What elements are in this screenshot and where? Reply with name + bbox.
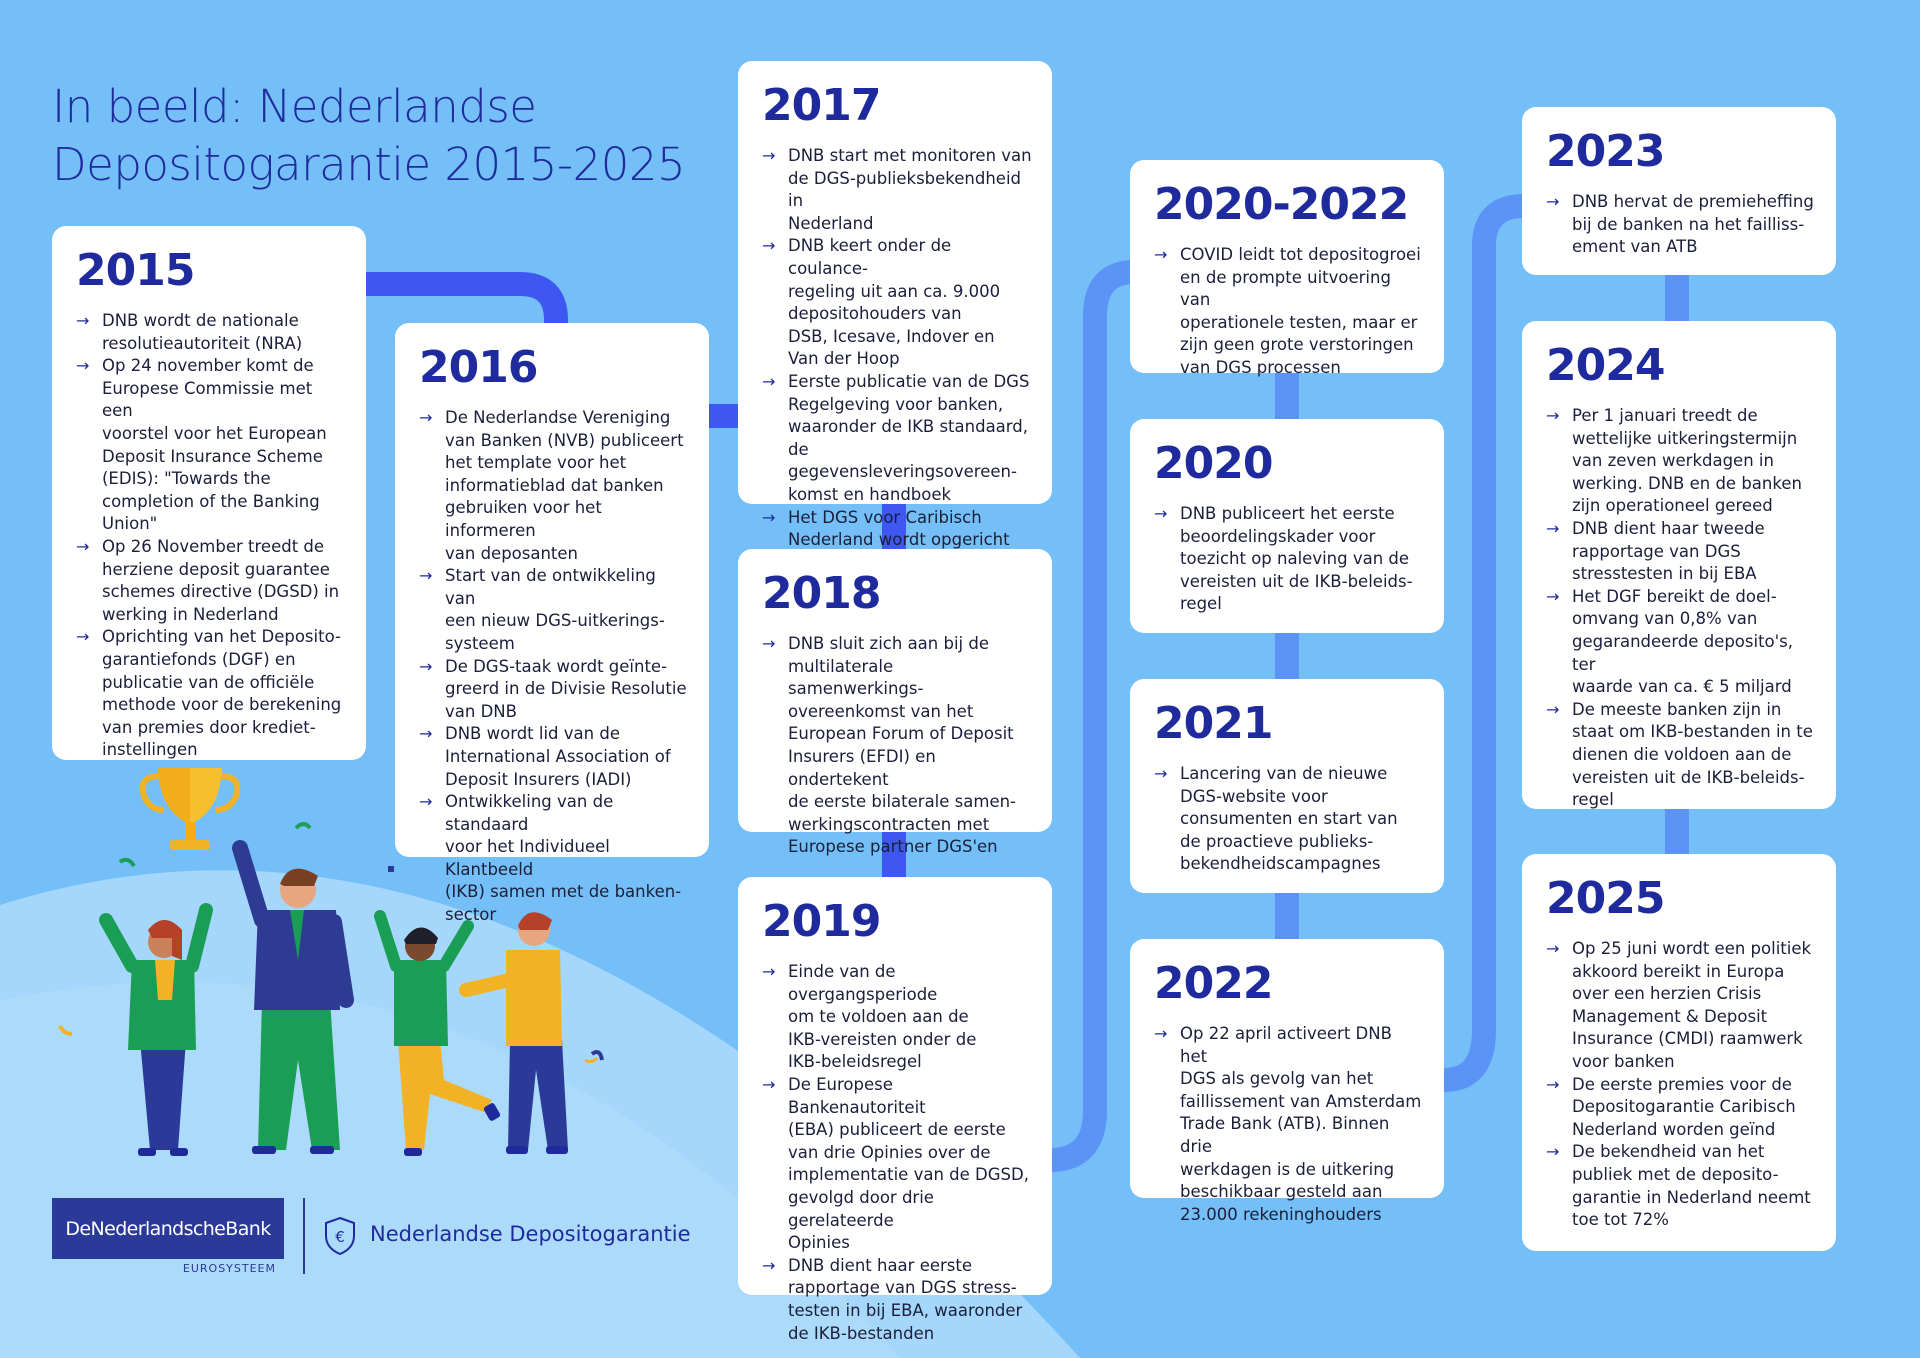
item-text: Ontwikkeling van de standaard voor het Individueel Klantbeeld (IKB) samen met de banken- sector <box>445 792 682 925</box>
arrow-right-icon: → <box>419 408 433 427</box>
item-text: DNB dient haar tweede rapportage van DGS stresstesten in bij EBA <box>1572 518 1765 584</box>
arrow-right-icon: → <box>762 1255 776 1275</box>
arrow-right-icon: → <box>762 1074 776 1094</box>
arrow-right-icon: → <box>1546 192 1560 211</box>
list-item <box>1546 699 1816 812</box>
list-item <box>419 565 689 655</box>
list-item <box>1154 503 1424 616</box>
list-item <box>1546 938 1816 1074</box>
arrow-right-icon: → <box>1154 1024 1168 1043</box>
list-item <box>1546 586 1816 699</box>
arrow-right-icon: → <box>762 507 776 527</box>
svg-text:€: € <box>335 1228 345 1246</box>
arrow-right-icon: → <box>419 724 433 744</box>
timeline-card-2024 <box>1522 321 1836 809</box>
arrow-right-icon: → <box>1154 504 1168 523</box>
list-item <box>1154 244 1424 380</box>
arrow-right-icon: → <box>1546 406 1560 425</box>
item-text: Start van de ontwikkeling van een nieuw DGS-uitkerings- systeem <box>445 566 665 653</box>
item-text: Het DGF bereikt de doel- omvang van 0,8% van gegarandeerde deposito's, ter waarde van ca. € 5 miljard <box>1572 586 1794 697</box>
item-text: DNB start met monitoren van de DGS-publieksbekendheid in Nederland <box>788 146 1032 233</box>
item-text: Lancering van de nieuwe DGS-website voor consumenten en start van de proactieve publieks- bekendheidscampagnes <box>1180 764 1398 874</box>
card-year: 2015 <box>76 245 195 296</box>
connector-2022-2023 <box>1444 206 1524 1080</box>
card-year: 2022 <box>1154 958 1273 1009</box>
card-item-list <box>1154 244 1424 380</box>
arrow-right-icon: → <box>1546 1142 1560 1162</box>
list-item <box>762 1074 1032 1255</box>
list-item <box>76 310 346 355</box>
item-text: Eerste publicatie van de DGS Regelgeving voor banken, waaronder de IKB standaard, de gegevensleveringsovereen- komst en handboek <box>788 371 1030 504</box>
list-item <box>1546 518 1816 586</box>
connector-col5-b <box>1665 808 1689 858</box>
list-item <box>1546 1141 1816 1231</box>
arrow-right-icon: → <box>76 627 90 647</box>
item-text: Oprichting van het Deposito- garantiefonds (DGF) en publicatie van de officiële methode voor de berekening van premies door krediet- instellingen <box>102 627 342 760</box>
list-item <box>1546 405 1816 518</box>
page-title <box>52 78 692 194</box>
list-item <box>76 536 346 626</box>
connector-col4-b <box>1275 632 1299 682</box>
item-text: De Nederlandse Vereniging van Banken (NVB) publiceert het template voor het informatieblad dat banken gebruiken voor het informeren van deposanten <box>445 408 684 563</box>
card-year: 2018 <box>762 568 881 619</box>
item-text: DNB wordt lid van de International Association of Deposit Insurers (IADI) <box>445 724 671 789</box>
timeline-card-2015 <box>52 226 366 760</box>
arrow-right-icon: → <box>762 146 776 165</box>
arrow-right-icon: → <box>762 962 776 981</box>
arrow-right-icon: → <box>76 311 90 330</box>
arrow-right-icon: → <box>76 536 90 556</box>
arrow-right-icon: → <box>1546 1074 1560 1094</box>
timeline-card-2023 <box>1522 107 1836 275</box>
card-year: 2020-2022 <box>1154 179 1409 230</box>
item-text: Op 26 November treedt de herziene deposit guarantee schemes directive (DGSD) in werking in Nederland <box>102 536 340 624</box>
arrow-right-icon: → <box>419 656 433 676</box>
shield-euro-icon <box>322 1216 358 1256</box>
item-text: COVID leidt tot depositogroei en de prompte uitvoering van operationele testen, maar er zijn geen grote verstoringen van DGS processen <box>1180 245 1421 377</box>
connector-col4-c <box>1275 892 1299 942</box>
card-year: 2021 <box>1154 698 1273 749</box>
card-item-list <box>76 310 346 762</box>
timeline-card-2021 <box>1130 679 1444 893</box>
item-text: DNB publiceert het eerste beoordelingskader voor toezicht op naleving van de vereisten uit de IKB-beleids- regel <box>1180 504 1413 614</box>
card-item-list <box>1546 405 1816 812</box>
arrow-right-icon: → <box>419 792 433 812</box>
list-item <box>1154 763 1424 876</box>
card-year: 2017 <box>762 80 881 131</box>
list-item <box>419 723 689 791</box>
card-year: 2016 <box>419 342 538 393</box>
card-item-list <box>762 961 1032 1345</box>
card-item-list <box>1154 763 1424 876</box>
item-text: De bekendheid van het publiek met de deposito- garantie in Nederland neemt toe tot 72% <box>1572 1142 1811 1230</box>
item-text: Op 22 april activeert DNB het DGS als gevolg van het faillissement van Amsterdam Trade Bank (ATB). Binnen drie werkdagen is de uitkering beschikbaar gesteld aan 23.000 rekeninghouders <box>1180 1024 1422 1224</box>
list-item <box>1546 1074 1816 1142</box>
item-text: De meeste banken zijn in staat om IKB-bestanden in te dienen die voldoen aan de vereisten uit de IKB-beleids- regel <box>1572 699 1813 810</box>
card-item-list <box>1154 503 1424 616</box>
card-item-list <box>1546 938 1816 1232</box>
arrow-right-icon: → <box>1546 518 1560 538</box>
arrow-right-icon: → <box>1154 245 1168 264</box>
list-item <box>762 145 1032 235</box>
timeline-card-2017 <box>738 61 1052 550</box>
card-year: 2019 <box>762 896 881 947</box>
timeline-card-2019 <box>738 877 1052 1343</box>
ndg-name: Nederlandse Depositogarantie <box>370 1222 691 1246</box>
timeline-card-2018 <box>738 549 1052 857</box>
list-item <box>762 633 1032 859</box>
list-item <box>76 626 346 762</box>
list-item <box>1154 1023 1424 1226</box>
timeline-card-2022 <box>1130 939 1444 1224</box>
timeline-card-2020 <box>1130 419 1444 633</box>
item-text: Per 1 januari treedt de wettelijke uitkeringstermijn van zeven werkdagen in werking. DNB en de banken zijn operationeel gereed <box>1572 406 1802 516</box>
page-title-line-2: Depositogarantie 2015-2025 <box>52 138 686 191</box>
arrow-right-icon: → <box>762 371 776 391</box>
card-item-list <box>762 633 1032 859</box>
item-text: De Europese Bankenautoriteit (EBA) publiceert de eerste van drie Opinies over de implementatie van de DGSD, gevolgd door drie gerelateerde Opinies <box>788 1074 1029 1253</box>
list-item <box>762 507 1032 552</box>
connector-2019-2020 <box>1050 272 1135 1160</box>
arrow-right-icon: → <box>1546 939 1560 958</box>
item-text: De DGS-taak wordt geïnte- greerd in de Divisie Resolutie van DNB <box>445 656 687 721</box>
timeline-card-2020-2022 <box>1130 160 1444 377</box>
item-text: Het DGS voor Caribisch Nederland wordt opgericht <box>788 507 1010 550</box>
item-text: DNB wordt de nationale resolutieautoriteit (NRA) <box>102 311 303 353</box>
card-year: 2020 <box>1154 438 1273 489</box>
list-item <box>762 371 1032 507</box>
item-text: DNB hervat de premieheffing bij de banken na het failliss- ement van ATB <box>1572 192 1814 257</box>
item-text: Op 24 november komt de Europese Commissie met een voorstel voor het European Deposit Insurance Scheme (EDIS): "Towards the completion of the Banking Union" <box>102 356 327 534</box>
item-text: De eerste premies voor de Depositogarantie Caribisch Nederland worden geïnd <box>1572 1074 1796 1139</box>
card-year: 2024 <box>1546 340 1665 391</box>
list-item <box>762 1255 1032 1345</box>
list-item <box>76 355 346 536</box>
timeline-card-2016 <box>395 323 709 925</box>
list-item <box>419 407 689 565</box>
timeline-card-2025 <box>1522 854 1836 1251</box>
connector-2016-2017 <box>706 404 740 428</box>
item-text: DNB keert onder de coulance- regeling uit aan ca. 9.000 depositohouders van DSB, Icesave, Indover en Van der Hoop <box>788 236 1001 369</box>
card-item-list <box>419 407 689 927</box>
item-text: Op 25 juni wordt een politiek akkoord bereikt in Europa over een herzien Crisis Management & Deposit Insurance (CMDI) raamwerk voor banken <box>1572 939 1812 1071</box>
item-text: DNB sluit zich aan bij de multilaterale samenwerkings- overeenkomst van het European Forum of Deposit Insurers (EFDI) en ondertekent de eerste bilaterale samen- werkingscontracten met Europese partner DGS'en <box>788 634 1017 857</box>
footer-divider <box>303 1198 305 1274</box>
arrow-right-icon: → <box>76 356 90 376</box>
arrow-right-icon: → <box>1154 764 1168 783</box>
card-item-list <box>1546 191 1816 259</box>
arrow-right-icon: → <box>762 236 776 256</box>
card-year: 2023 <box>1546 126 1665 177</box>
eurosystem-label: EUROSYSTEEM <box>182 1262 276 1275</box>
arrow-right-icon: → <box>419 566 433 586</box>
item-text: Einde van de overgangsperiode om te voldoen aan de IKB-vereisten onder de IKB-beleidsregel <box>788 962 977 1072</box>
item-text: DNB dient haar eerste rapportage van DGS stress- testen in bij EBA, waaronder de IKB-bestanden <box>788 1255 1023 1343</box>
arrow-right-icon: → <box>762 634 776 653</box>
list-item <box>419 791 689 927</box>
dnb-logo: DeNederlandscheBank <box>52 1198 284 1259</box>
list-item <box>762 961 1032 1074</box>
list-item <box>762 235 1032 371</box>
list-item <box>419 656 689 724</box>
page-title-line-1: In beeld: Nederlandse <box>52 80 537 133</box>
list-item <box>1546 191 1816 259</box>
arrow-right-icon: → <box>1546 699 1560 719</box>
card-item-list <box>1154 1023 1424 1226</box>
card-item-list <box>762 145 1032 552</box>
card-year: 2025 <box>1546 873 1665 924</box>
connector-col5-a <box>1665 274 1689 324</box>
arrow-right-icon: → <box>1546 586 1560 606</box>
